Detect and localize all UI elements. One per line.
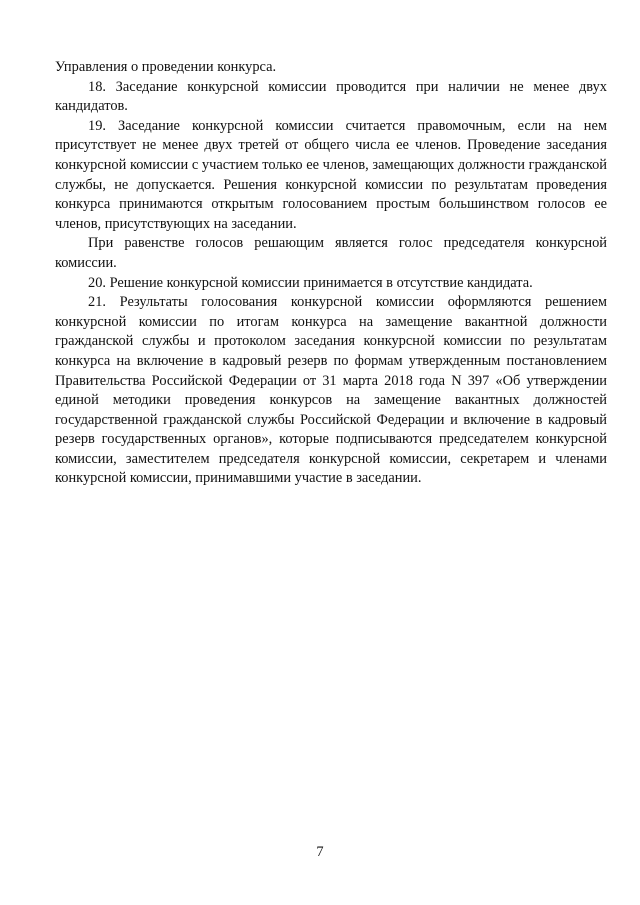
paragraph-item-18: 18. Заседание конкурсной комиссии проводится при наличии не менее двух кандидатов. bbox=[55, 78, 607, 115]
paragraph-tie-vote: При равенстве голосов решающим является голос председателя конкурсной комиссии. bbox=[55, 235, 607, 271]
document-body bbox=[55, 58, 607, 489]
paragraph-item-20: 20. Решение конкурсной комиссии принимается в отсутствие кандидата. bbox=[88, 274, 533, 291]
paragraph-item-21: 21. Результаты голосования конкурсной комиссии оформляются решением конкурсной комиссии по итогам конкурса на замещение вакантной должности гражданской службы и протоколом заседания конкурсной комиссии по результатам конкурса на включение в кадровый резерв по формам утвержденным постановлением Правительства Российской Федерации от 31 марта 2018 года N 397 «Об утверждении единой методики проведения конкурсов на замещение вакантных должностей государственной гражданской службы Российской Федерации и включение в кадровый резерв государственных органов», которые подписываются председателем конкурсной комиссии, заместителем председателя конкурсной комиссии, секретарем и членами конкурсной комиссии, принимавшими участие в заседании. bbox=[55, 294, 607, 487]
page-number: 7 bbox=[316, 844, 324, 860]
paragraph-item-19: 19. Заседание конкурсной комиссии считается правомочным, если на нем присутствует не менее двух третей от общего числа ее членов. Проведение заседания конкурсной комиссии с участием только ее членов, замещающих должности гражданской службы, не допускается. Решения конкурсной комиссии по результатам проведения конкурса принимаются открытым голосованием простым большинством голосов ее членов, присутствующих на заседании. bbox=[55, 117, 607, 232]
paragraph-continuation: Управления о проведении конкурса. bbox=[55, 59, 277, 75]
